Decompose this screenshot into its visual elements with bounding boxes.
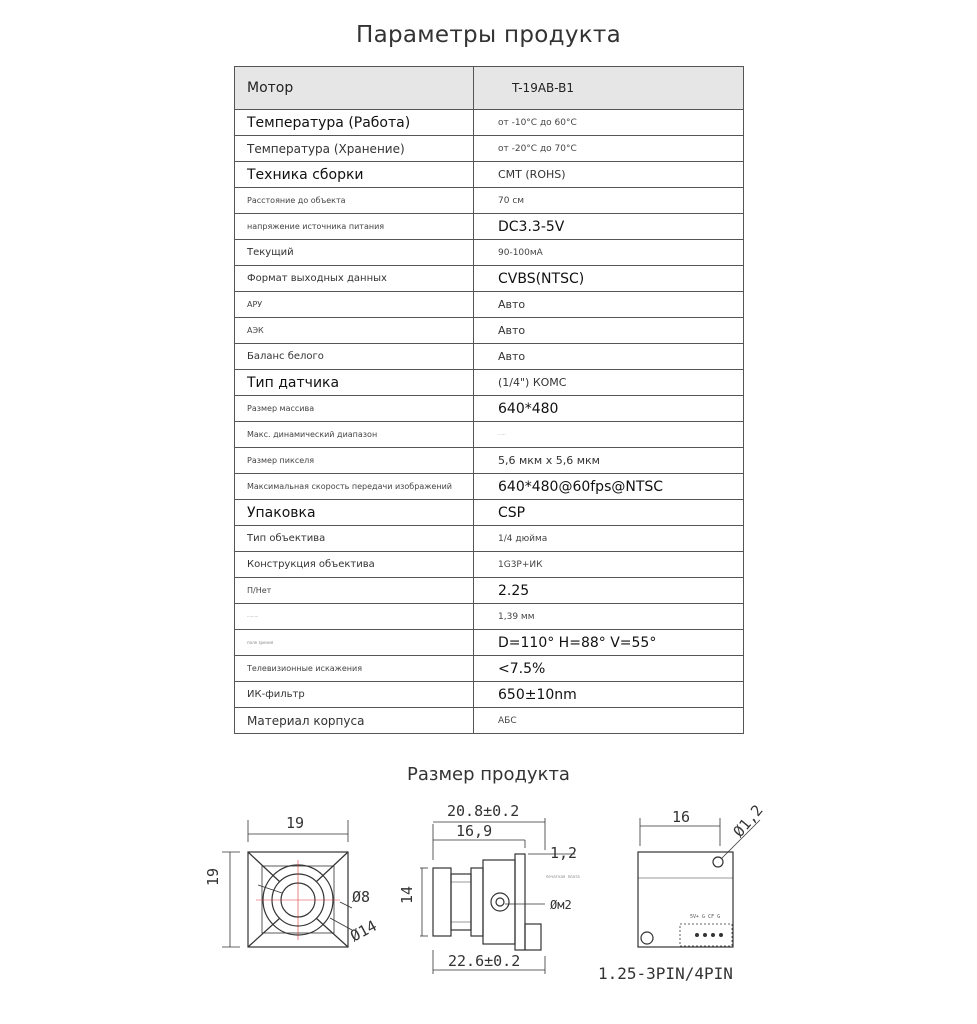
spec-label: Конструкция объектива <box>235 552 474 578</box>
spec-value: 640*480 <box>474 396 744 422</box>
spec-label: П/Нет <box>235 578 474 604</box>
spec-value: T-19AB-B1 <box>474 67 744 110</box>
spec-row <box>235 344 744 370</box>
spec-value: CMT (ROHS) <box>474 162 744 188</box>
spec-value: Авто <box>474 344 744 370</box>
spec-value: Авто <box>474 292 744 318</box>
spec-value: 2.25 <box>474 578 744 604</box>
spec-row <box>235 500 744 526</box>
spec-row <box>235 422 744 448</box>
spec-value: от -20°C до 70°C <box>474 136 744 162</box>
spec-row <box>235 526 744 552</box>
spec-label: Упаковка <box>235 500 474 526</box>
back-hole-label: Ø1,2 <box>729 801 767 841</box>
spec-label: Формат выходных данных <box>235 266 474 292</box>
spec-label: Баланс белого <box>235 344 474 370</box>
spec-row <box>235 67 744 110</box>
spec-row <box>235 552 744 578</box>
spec-row <box>235 266 744 292</box>
front-outer-diameter-label: Ø14 <box>347 916 380 946</box>
front-inner-diameter-label: Ø8 <box>352 888 371 906</box>
spec-value: 1/4 дюйма <box>474 526 744 552</box>
spec-row <box>235 240 744 266</box>
page-title: Параметры продукта <box>355 22 622 48</box>
spec-row <box>235 474 744 500</box>
spec-value: 1G3P+ИК <box>474 552 744 578</box>
spec-label: Температура (Работа) <box>235 110 474 136</box>
spec-value: 70 см <box>474 188 744 214</box>
side-mid-width-label: 16,9 <box>456 822 493 840</box>
spec-row <box>235 448 744 474</box>
spec-value: АБС <box>474 708 744 734</box>
spec-label: Температура (Хранение) <box>235 136 474 162</box>
spec-value: Авто <box>474 318 744 344</box>
spec-label: Материал корпуса <box>235 708 474 734</box>
side-thickness-label: 1,2 <box>550 844 578 862</box>
size-section-title: Размер продукта <box>407 764 570 785</box>
back-pins-label: 5V+ G CF G <box>690 914 721 920</box>
spec-value: 5,6 мкм x 5,6 мкм <box>474 448 744 474</box>
spec-label: АРУ <box>235 292 474 318</box>
spec-label: Макс. динамический диапазон <box>235 422 474 448</box>
front-height-label: 19 <box>204 867 222 886</box>
spec-label: ИК-фильтр <box>235 682 474 708</box>
spec-label: ········· <box>235 604 474 630</box>
side-note-label: печатная плата <box>546 874 580 879</box>
spec-value: CVBS(NTSC) <box>474 266 744 292</box>
side-height-label: 14 <box>398 885 416 904</box>
spec-row <box>235 188 744 214</box>
side-mount-label: Øм2 <box>550 898 572 912</box>
spec-table <box>234 66 744 734</box>
spec-value: (1/4") КОМС <box>474 370 744 396</box>
front-view-drawing <box>222 820 352 947</box>
spec-value: 650±10nm <box>474 682 744 708</box>
side-view-drawing <box>420 818 578 974</box>
spec-row <box>235 214 744 240</box>
spec-row <box>235 110 744 136</box>
spec-value: 90-100мA <box>474 240 744 266</box>
back-width-label: 16 <box>672 808 691 826</box>
spec-label: Размер массива <box>235 396 474 422</box>
spec-row <box>235 630 744 656</box>
spec-label: Размер пикселя <box>235 448 474 474</box>
spec-value: DC3.3-5V <box>474 214 744 240</box>
spec-row <box>235 604 744 630</box>
spec-row <box>235 292 744 318</box>
side-bottom-width-label: 22.6±0.2 <box>448 952 521 970</box>
side-top-width-label: 20.8±0.2 <box>447 802 520 820</box>
spec-row <box>235 162 744 188</box>
spec-label: напряжение источника питания <box>235 214 474 240</box>
spec-row <box>235 682 744 708</box>
spec-row <box>235 370 744 396</box>
spec-value: CSP <box>474 500 744 526</box>
spec-label: Тип датчика <box>235 370 474 396</box>
spec-label: Расстояние до объекта <box>235 188 474 214</box>
spec-row <box>235 396 744 422</box>
spec-value: <7.5% <box>474 656 744 682</box>
spec-label: Техника сборки <box>235 162 474 188</box>
spec-label: Телевизионные искажения <box>235 656 474 682</box>
spec-value: от -10°C до 60°C <box>474 110 744 136</box>
connector-label: 1.25-3PIN/4PIN <box>598 964 733 983</box>
spec-value: 1,39 мм <box>474 604 744 630</box>
spec-row <box>235 136 744 162</box>
spec-row <box>235 656 744 682</box>
spec-label: поле зрения <box>235 630 474 656</box>
spec-value: ······ <box>474 422 744 448</box>
front-width-label: 19 <box>286 814 305 832</box>
spec-label: Тип объектива <box>235 526 474 552</box>
spec-row <box>235 318 744 344</box>
spec-label: Мотор <box>235 67 474 110</box>
spec-label: Максимальная скорость передачи изображений <box>235 474 474 500</box>
spec-row <box>235 578 744 604</box>
spec-value: 640*480@60fps@NTSC <box>474 474 744 500</box>
spec-row <box>235 708 744 734</box>
spec-label: Текущий <box>235 240 474 266</box>
spec-value: D=110° H=88° V=55° <box>474 630 744 656</box>
spec-label: АЭК <box>235 318 474 344</box>
